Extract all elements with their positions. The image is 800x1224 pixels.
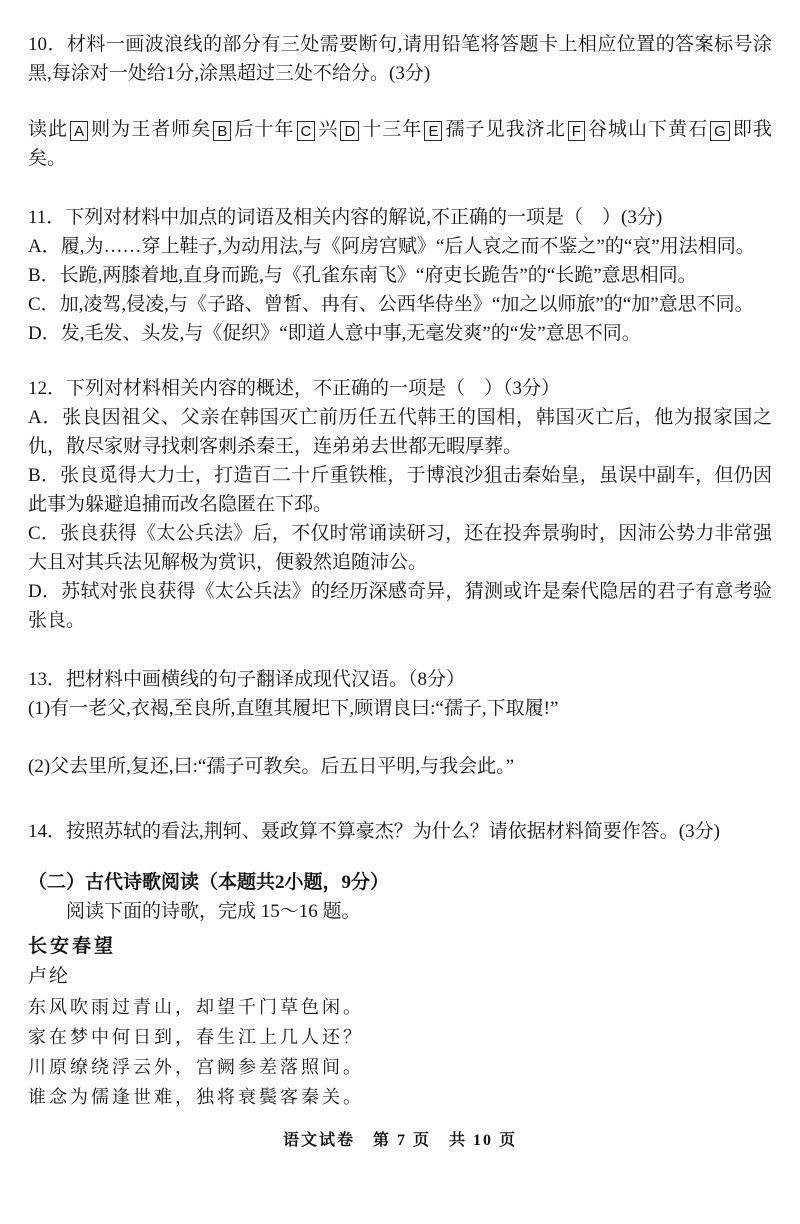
- section-2-heading: （二）古代诗歌阅读（本题共2小题，9分）: [28, 872, 390, 893]
- section-2: [28, 868, 772, 926]
- sentence-segment: 孺子见我济北: [444, 119, 566, 140]
- question-14-stem: 14．按照苏轼的看法,荆轲、聂政算不算豪杰？为什么？请依据材料简要作答。(3分): [28, 821, 720, 842]
- question-13-sub-1: (1)有一老父,衣褐,至良所,直堕其履圯下,顾谓良曰:“孺子,下取履!”: [28, 698, 559, 719]
- poem: [28, 932, 772, 1112]
- question-12: [28, 374, 772, 635]
- question-11-option-b: B．长跪,两膝着地,直身而跪,与《孔雀东南飞》“府吏长跪告”的“长跪”意思相同。: [28, 265, 697, 286]
- page-footer: 语文试卷 第 7 页 共 10 页: [282, 1132, 517, 1149]
- answer-box-c: C: [297, 121, 316, 141]
- answer-box-a: A: [70, 121, 88, 141]
- sentence-segment: 兴: [317, 119, 339, 140]
- answer-box-g: G: [710, 121, 730, 141]
- poem-author: 卢纶: [28, 966, 71, 987]
- poem-line: 东风吹雨过青山，却望千门草色闲。: [28, 997, 364, 1017]
- question-12-stem: 12．下列对材料相关内容的概述，不正确的一项是（ ）（3分）: [28, 378, 561, 399]
- question-12-option-b: B．张良觅得大力士，打造百二十斤重铁椎，于博浪沙狙击秦始皇，虽误中副车，但仍因此事为躲避追捕而改名隐匿在下邳。: [28, 465, 772, 515]
- answer-box-b: B: [213, 121, 231, 141]
- poem-line: 谁念为儒逢世难，独将衰鬓客秦关。: [28, 1087, 364, 1107]
- sentence-segment: 读此: [28, 119, 69, 140]
- poem-title: 长安春望: [28, 936, 117, 957]
- sentence-breaking-line: [28, 115, 772, 173]
- sentence-segment: 即我矣。: [28, 119, 772, 169]
- question-11-stem: 11．下列对材料中加点的词语及相关内容的解说,不正确的一项是（ ）(3分): [28, 207, 663, 228]
- question-13: [28, 665, 772, 781]
- sentence-segment: 则为王者师矣: [90, 119, 212, 140]
- question-13-sub-2: (2)父去里所,复还,曰:“孺子可教矣。后五日平明,与我会此。”: [28, 756, 515, 777]
- sentence-segment: 后十年: [233, 119, 295, 140]
- answer-box-d: D: [340, 121, 359, 141]
- poem-line: 川原缭绕浮云外，宫阙参差落照间。: [28, 1057, 364, 1077]
- question-11-option-c: C．加,凌驾,侵凌,与《子路、曾皙、冉有、公西华侍坐》“加之以师旅”的“加”意思不同。: [28, 294, 754, 315]
- question-13-stem: 13．把材料中画横线的句子翻译成现代汉语。（8分）: [28, 669, 466, 690]
- poem-line: 家在梦中何日到，春生江上几人还？: [28, 1027, 364, 1047]
- question-12-option-d: D．苏轼对张良获得《太公兵法》的经历深感奇异，猜测或许是秦代隐居的君子有意考验张良。: [28, 581, 772, 631]
- section-2-intro: 阅读下面的诗歌，完成 15～16 题。: [66, 901, 361, 922]
- answer-box-f: F: [568, 121, 585, 141]
- sentence-segment: 十三年: [361, 119, 423, 140]
- question-11-option-a: A．履,为……穿上鞋子,为动用法,与《阿房宫赋》“后人哀之而不鉴之”的“哀”用法相同。: [28, 236, 755, 257]
- answer-box-e: E: [424, 121, 442, 141]
- question-11: [28, 203, 772, 348]
- question-12-option-a: A．张良因祖父、父亲在韩国灭亡前历任五代韩王的国相，韩国灭亡后，他为报家国之仇，散尽家财寻找刺客刺杀秦王，连弟弟去世都无暇厚葬。: [28, 407, 772, 457]
- question-12-option-c: C．张良获得《太公兵法》后，不仅时常诵读研习，还在投奔景驹时，因沛公势力非常强大且对其兵法见解极为赏识，便毅然追随沛公。: [28, 523, 772, 573]
- sentence-segment: 谷城山下黄石: [586, 119, 709, 140]
- question-11-option-d: D．发,毛发、头发,与《促织》“即道人意中事,无毫发爽”的“发”意思不同。: [28, 323, 641, 344]
- question-10-stem: 10．材料一画波浪线的部分有三处需要断句,请用铅笔将答题卡上相应位置的答案标号涂黑,每涂对一处给1分,涂黑超过三处不给分。(3分): [28, 34, 772, 84]
